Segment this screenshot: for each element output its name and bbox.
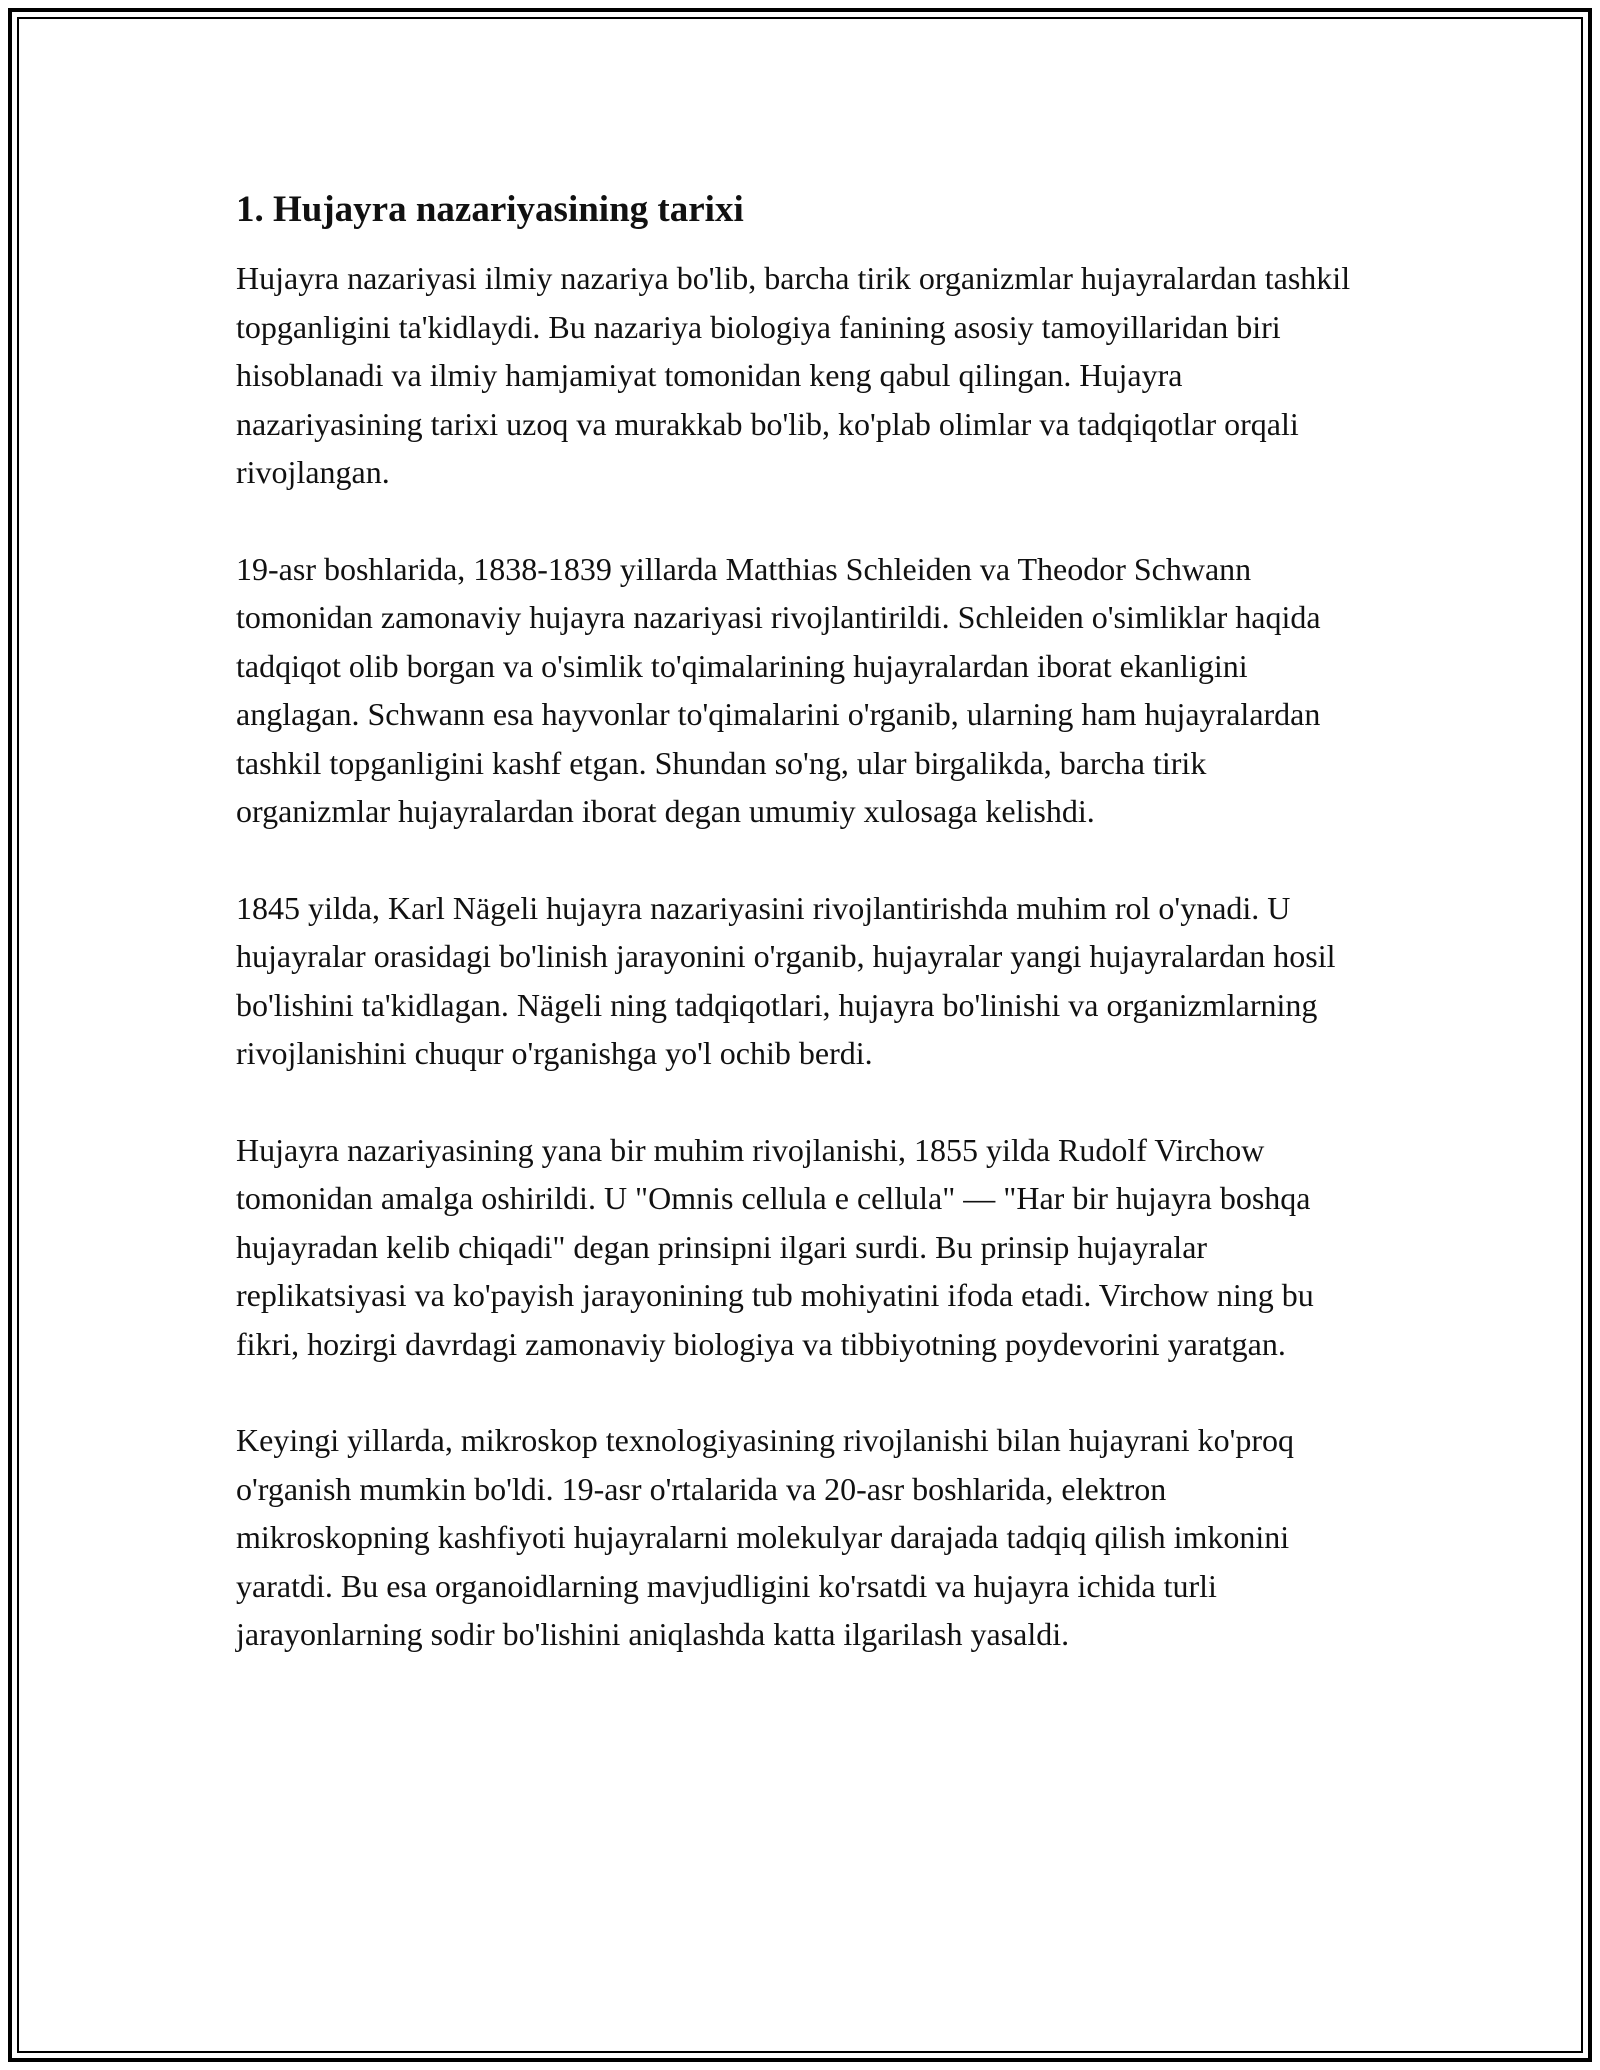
paragraph-schleiden-schwann: 19-asr boshlarida, 1838-1839 yillarda Matthias Schleiden va Theodor Schwann tomonidan zamonaviy hujayra nazariyasi rivojlantirildi. Schleiden o'simliklar haqida tadqiqot olib borgan va o'simlik to'qimalarining hujayralardan iborat ekanligini anglagan. Schwann esa hayvonlar to'qimalarini o'rganib, ularning ham hujayralardan tashkil topganligini kashf etgan. Shundan so'ng, ular birgalikda, barcha tirik organizmlar hujayralardan iborat degan umumiy xulosaga kelishdi. (236, 550, 1321, 829)
paragraph-microscopy: Keyingi yillarda, mikroskop texnologiyasining rivojlanishi bilan hujayrani ko'proq o'rganish mumkin bo'ldi. 19-asr o'rtalarida va 20-asr boshlarida, elektron mikroskopning kashfiyoti hujayralarni molekulyar darajada tadqiq qilish imkonini yaratdi. Bu esa organoidlarning mavjudligini ko'rsatdi va hujayra ichida turli jarayonlarning sodir bo'lishini aniqlashda katta ilgarilash yasaldi. (236, 1422, 1295, 1652)
paragraph-intro: Hujayra nazariyasi ilmiy nazariya bo'lib, barcha tirik organizmlar hujayralardan tashkil topganligini ta'kidlaydi. Bu nazariya biologiya fanining asosiy tamoyillaridan biri hisoblanadi va ilmiy hamjamiyat tomonidan keng qabul qilingan. Hujayra nazariyasining tarixi uzoq va murakkab bo'lib, ko'plab olimlar va tadqiqotlar orqali rivojlangan. (236, 260, 1351, 490)
section-title: 1. Hujayra nazariyasining tarixi (236, 189, 744, 230)
paragraph-virchow: Hujayra nazariyasining yana bir muhim rivojlanishi, 1855 yilda Rudolf Virchow tomonidan amalga oshirildi. U "Omnis cellula e cellula" — "Har bir hujayra boshqa hujayradan kelib chiqadi" degan prinsipni ilgari surdi. Bu prinsip hujayralar replikatsiyasi va ko'payish jarayonining tub mohiyatini ifoda etadi. Virchow ning bu fikri, hozirgi davrdagi zamonaviy biologiya va tibbiyotning poydevorini yaratgan. (236, 1131, 1314, 1362)
paragraph-nageli: 1845 yilda, Karl Nägeli hujayra nazariyasini rivojlantirishda muhim rol o'ynadi. U hujayralar orasidagi bo'linish jarayonini o'rganib, hujayralar yangi hujayralardan hosil bo'lishini ta'kidlagan. Nägeli ning tadqiqotlari, hujayra bo'linishi va organizmlarning rivojlanishini chuqur o'rganishga yo'l ochib berdi. (236, 889, 1336, 1071)
document-body (236, 186, 1368, 1707)
